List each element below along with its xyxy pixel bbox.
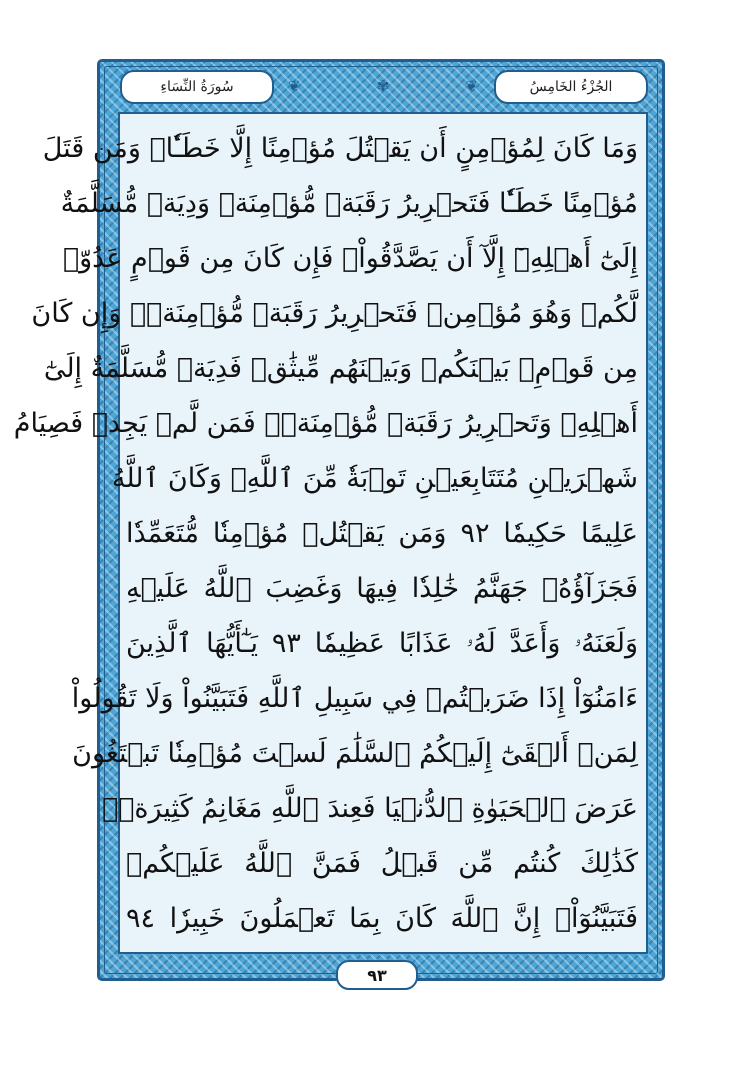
juz-label xyxy=(494,70,648,104)
text-line: إِلَىٰٓ أَهۡلِهِۦٓ إِلَّآ أَن يَصَّدَّقُواْۚ فَإِن كَانَ مِن قَوۡمٍ عَدُوّٖ xyxy=(62,243,638,274)
ornament-icon: ❦ xyxy=(288,77,301,95)
surah-text: سُورَةُ النِّسَاءِ xyxy=(160,79,234,95)
page-number-text: ٩٣ xyxy=(367,965,387,985)
text-line: عَلِيمًا حَكِيمٗا ٩٢ وَمَن يَقۡتُلۡ مُؤۡمِنٗا مُّتَعَمِّدٗا xyxy=(126,518,638,549)
text-line: فَجَزَآؤُهُۥ جَهَنَّمُ خَٰلِدٗا فِيهَا وَغَضِبَ ٱللَّهُ عَلَيۡهِ xyxy=(126,573,638,604)
text-line: كَذَٰلِكَ كُنتُم مِّن قَبۡلُ فَمَنَّ ٱللَّهُ عَلَيۡكُمۡ xyxy=(126,848,638,879)
text-line: لِمَنۡ أَلۡقَىٰٓ إِلَيۡكُمُ ٱلسَّلَٰمَ لَسۡتَ مُؤۡمِنٗا تَبۡتَغُونَ xyxy=(72,738,638,769)
header-ornament xyxy=(288,76,478,96)
ornament-icon: ✾ xyxy=(376,77,390,95)
text-line: وَلَعَنَهُۥ وَأَعَدَّ لَهُۥ عَذَابًا عَظِيمٗا ٩٣ يَـٰٓأَيُّهَا ٱلَّذِينَ xyxy=(126,628,638,659)
text-line: وَمَا كَانَ لِمُؤۡمِنٍ أَن يَقۡتُلَ مُؤۡمِنًا إِلَّا خَطَـٔٗاۚ وَمَن قَتَلَ xyxy=(42,133,638,164)
text-line: فَتَبَيَّنُوٓاْۚ إِنَّ ٱللَّهَ كَانَ بِمَا تَعۡمَلُونَ خَبِيرٗا ٩٤ xyxy=(126,903,638,934)
text-line: عَرَضَ ٱلۡحَيَوٰةِ ٱلدُّنۡيَا فَعِندَ ٱللَّهِ مَغَانِمُ كَثِيرَةٞۚ xyxy=(101,793,638,824)
surah-label xyxy=(120,70,274,104)
text-line: لَّكُمۡ وَهُوَ مُؤۡمِنٞ فَتَحۡرِيرُ رَقَبَةٖ مُّؤۡمِنَةٖۖ وَإِن كَانَ xyxy=(31,298,638,329)
ornament-icon: ❦ xyxy=(465,77,478,95)
quran-text-lines xyxy=(13,122,638,946)
juz-text: الجُزْءُ الخَامِسُ xyxy=(529,79,613,95)
text-line: مُؤۡمِنًا خَطَـٔٗا فَتَحۡرِيرُ رَقَبَةٖ مُّؤۡمِنَةٖ وَدِيَةٞ مُّسَلَّمَةٌ xyxy=(60,188,638,219)
text-line: مِن قَوۡمِۭ بَيۡنَكُمۡ وَبَيۡنَهُم مِّيثَٰقٞ فَدِيَةٞ مُّسَلَّمَةٌ إِلَىٰٓ xyxy=(43,353,638,384)
text-line: ءَامَنُوٓاْ إِذَا ضَرَبۡتُمۡ فِي سَبِيلِ ٱللَّهِ فَتَبَيَّنُواْ وَلَا تَقُولُواْ xyxy=(71,683,638,714)
text-line: أَهۡلِهِۦ وَتَحۡرِيرُ رَقَبَةٖ مُّؤۡمِنَةٖۖ فَمَن لَّمۡ يَجِدۡ فَصِيَامُ xyxy=(13,408,638,439)
page-number xyxy=(336,960,418,990)
text-line: شَهۡرَيۡنِ مُتَتَابِعَيۡنِ تَوۡبَةٗ مِّنَ ٱللَّهِۗ وَكَانَ ٱللَّهُ xyxy=(111,463,638,494)
